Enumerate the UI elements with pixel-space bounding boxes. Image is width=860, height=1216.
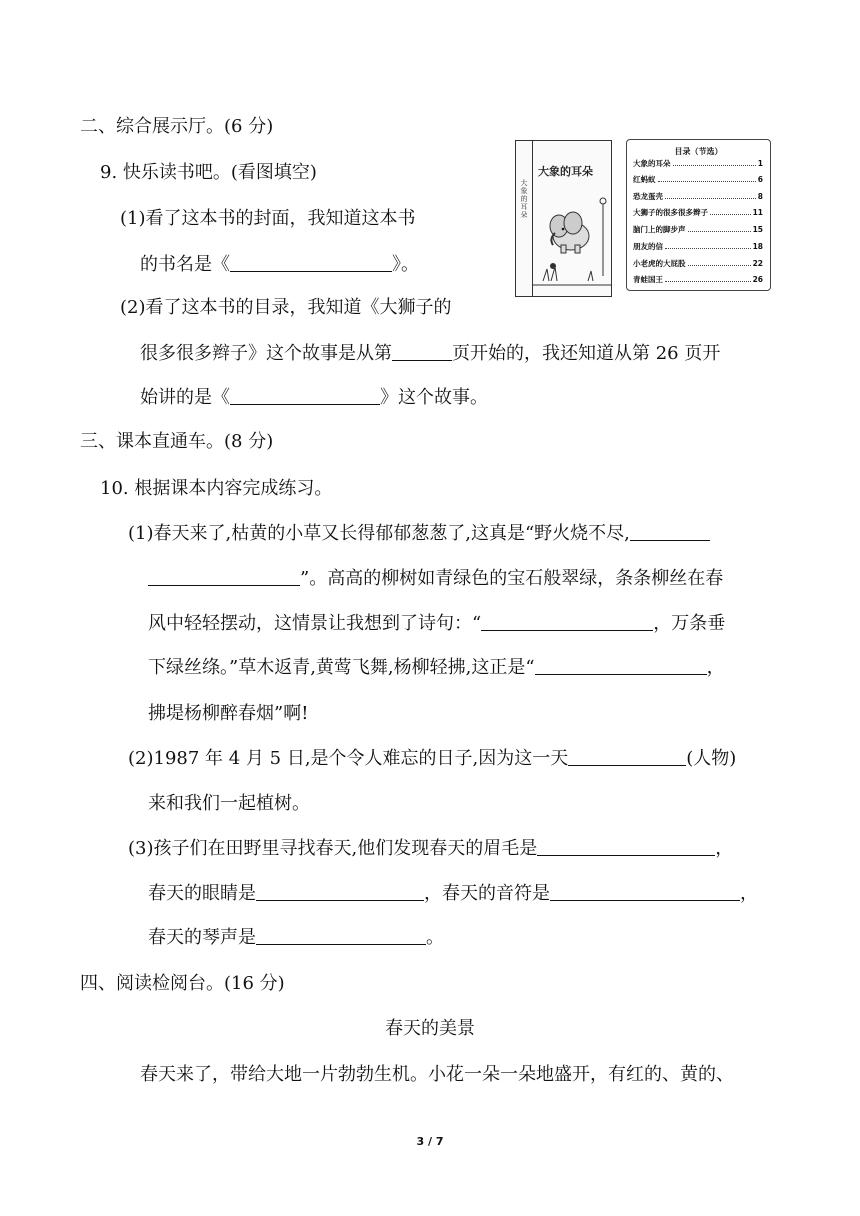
toc-row bbox=[633, 225, 763, 235]
toc-row-page: 22 bbox=[752, 259, 763, 268]
q10-line5: 拂堤杨柳醉春烟”啊! bbox=[148, 703, 309, 724]
toc-row-title: 大象的耳朵 bbox=[633, 159, 671, 168]
q10-text: (人物) bbox=[686, 748, 737, 769]
answer-blank-eyes[interactable] bbox=[256, 882, 424, 901]
q10-text: 春天的琴声是 bbox=[148, 927, 256, 948]
toc-row-title: 大狮子的很多很多辫子 bbox=[633, 208, 708, 217]
toc-row-page: 18 bbox=[752, 242, 763, 251]
q10-text: ， bbox=[715, 838, 734, 859]
toc-row-page: 11 bbox=[752, 208, 763, 217]
q9-part2-text2-end: 》这个故事。 bbox=[380, 387, 488, 408]
q9-part1-text: 的书名是《 bbox=[140, 254, 230, 275]
q10-text: (1)春天来了,枯黄的小草又长得郁郁葱葱了,这真是“野火烧不尽, bbox=[128, 523, 630, 544]
section-2-heading: 二、综合展示厅。(6 分) bbox=[80, 116, 274, 137]
q10-text: ， bbox=[706, 657, 725, 678]
q9-part2-line2 bbox=[140, 342, 720, 366]
q10-line6 bbox=[128, 747, 736, 771]
q9-part1-line2 bbox=[140, 253, 419, 277]
book-cover-title: 大象的耳朵 bbox=[538, 165, 593, 178]
toc-dots bbox=[665, 192, 756, 199]
toc-row-title: 朋友的信 bbox=[633, 242, 663, 251]
book-spine bbox=[516, 141, 533, 296]
q10-line8 bbox=[128, 837, 733, 861]
toc-dots bbox=[688, 225, 751, 232]
q10-text: ， bbox=[740, 883, 758, 904]
answer-blank-page[interactable] bbox=[392, 342, 452, 361]
question-10-title: 10. 根据课本内容完成练习。 bbox=[100, 478, 333, 499]
q9-part1-end: 》。 bbox=[392, 254, 419, 275]
q10-line3 bbox=[148, 612, 725, 636]
passage-line-1: 春天来了，带给大地一片勃勃生机。小花一朵一朵地盛开，有红的、黄的、 bbox=[140, 1064, 734, 1085]
answer-blank-poem-1a[interactable] bbox=[630, 522, 710, 541]
toc-row bbox=[633, 259, 763, 269]
q10-line10 bbox=[148, 926, 444, 950]
spine-title: 大象的耳朵 bbox=[520, 179, 528, 219]
q10-line4 bbox=[148, 656, 725, 680]
answer-blank-poem-1b[interactable] bbox=[148, 567, 300, 586]
toc-row bbox=[633, 242, 763, 252]
toc-row bbox=[633, 175, 763, 185]
q9-part2-line1: (2)看了这本书的目录，我知道《大狮子的 bbox=[120, 297, 452, 318]
q9-part1-line1: (1)看了这本书的封面，我知道这本书 bbox=[120, 208, 416, 229]
passage-title: 春天的美景 bbox=[385, 1018, 475, 1039]
toc-row-title: 脑门上的脚步声 bbox=[633, 225, 686, 234]
q10-line7: 来和我们一起植树。 bbox=[148, 793, 310, 814]
q9-part2-text-end: 页开始的，我还知道从第 26 页开 bbox=[452, 343, 721, 364]
answer-blank-piano[interactable] bbox=[256, 926, 426, 945]
answer-blank-notes[interactable] bbox=[550, 882, 740, 901]
toc-row-page: 8 bbox=[757, 192, 763, 201]
section-3-heading: 三、课本直通车。(8 分) bbox=[80, 431, 274, 452]
answer-blank-poem-3[interactable] bbox=[535, 656, 707, 675]
toc-row-page: 15 bbox=[752, 225, 763, 234]
q10-text: 下绿丝绦。”草木返青,黄莺飞舞,杨柳轻拂,这正是“ bbox=[148, 657, 535, 678]
toc-dots bbox=[673, 159, 756, 166]
q10-text: (3)孩子们在田野里寻找春天,他们发现春天的眉毛是 bbox=[128, 838, 538, 859]
toc-row bbox=[633, 275, 763, 285]
q10-text: 春天的眼睛是 bbox=[148, 883, 256, 904]
answer-blank-person[interactable] bbox=[568, 747, 686, 766]
elephant-illustration bbox=[533, 181, 611, 291]
toc-row bbox=[633, 159, 763, 169]
q9-part2-line3 bbox=[140, 386, 488, 410]
q10-line9 bbox=[148, 882, 758, 906]
q10-line1 bbox=[128, 522, 710, 546]
toc-dots bbox=[665, 275, 751, 282]
toc-row-title: 恐龙蛋壳 bbox=[633, 192, 663, 201]
q9-part2-text: 很多很多辫子》这个故事是从第 bbox=[140, 343, 392, 364]
toc-row-title: 小老虎的大屁股 bbox=[633, 259, 686, 268]
q10-line2 bbox=[148, 567, 723, 591]
toc-dots bbox=[688, 259, 751, 266]
q10-text: ”。高高的柳树如青绿色的宝石般翠绿，条条柳丝在春 bbox=[300, 568, 724, 589]
toc-dots bbox=[665, 242, 751, 249]
answer-blank-eyebrows[interactable] bbox=[537, 837, 715, 856]
answer-blank-story-title[interactable] bbox=[230, 386, 380, 405]
q10-text: (2)1987 年 4 月 5 日,是个令人难忘的日子,因为这一天 bbox=[128, 748, 569, 769]
toc-row-page: 26 bbox=[752, 275, 763, 284]
toc-dots bbox=[658, 175, 756, 182]
toc-row-page: 1 bbox=[757, 159, 763, 168]
q10-text: 风中轻轻摆动，这情景让我想到了诗句：“ bbox=[148, 613, 482, 634]
toc-row bbox=[633, 208, 763, 218]
q9-part2-text2: 始讲的是《 bbox=[140, 387, 230, 408]
toc-row bbox=[633, 192, 763, 202]
toc-row-page: 6 bbox=[757, 175, 763, 184]
q10-text: 。 bbox=[426, 927, 444, 948]
answer-blank-poem-2[interactable] bbox=[481, 612, 653, 631]
table-of-contents-image bbox=[626, 139, 771, 291]
book-cover-image bbox=[515, 140, 612, 297]
toc-dots bbox=[710, 208, 751, 215]
q10-text: ，万条垂 bbox=[653, 613, 726, 634]
section-4-heading: 四、阅读检阅台。(16 分) bbox=[80, 973, 285, 994]
page-number: 3 / 7 bbox=[416, 1135, 444, 1148]
toc-title: 目录（节选） bbox=[674, 147, 723, 156]
answer-blank-book-title[interactable] bbox=[230, 253, 392, 272]
question-9-title: 9. 快乐读书吧。(看图填空) bbox=[100, 162, 317, 183]
toc-row-title: 青蛙国王 bbox=[633, 275, 663, 284]
q10-text: ，春天的音符是 bbox=[424, 883, 550, 904]
toc-row-title: 红蚂蚁 bbox=[633, 175, 656, 184]
